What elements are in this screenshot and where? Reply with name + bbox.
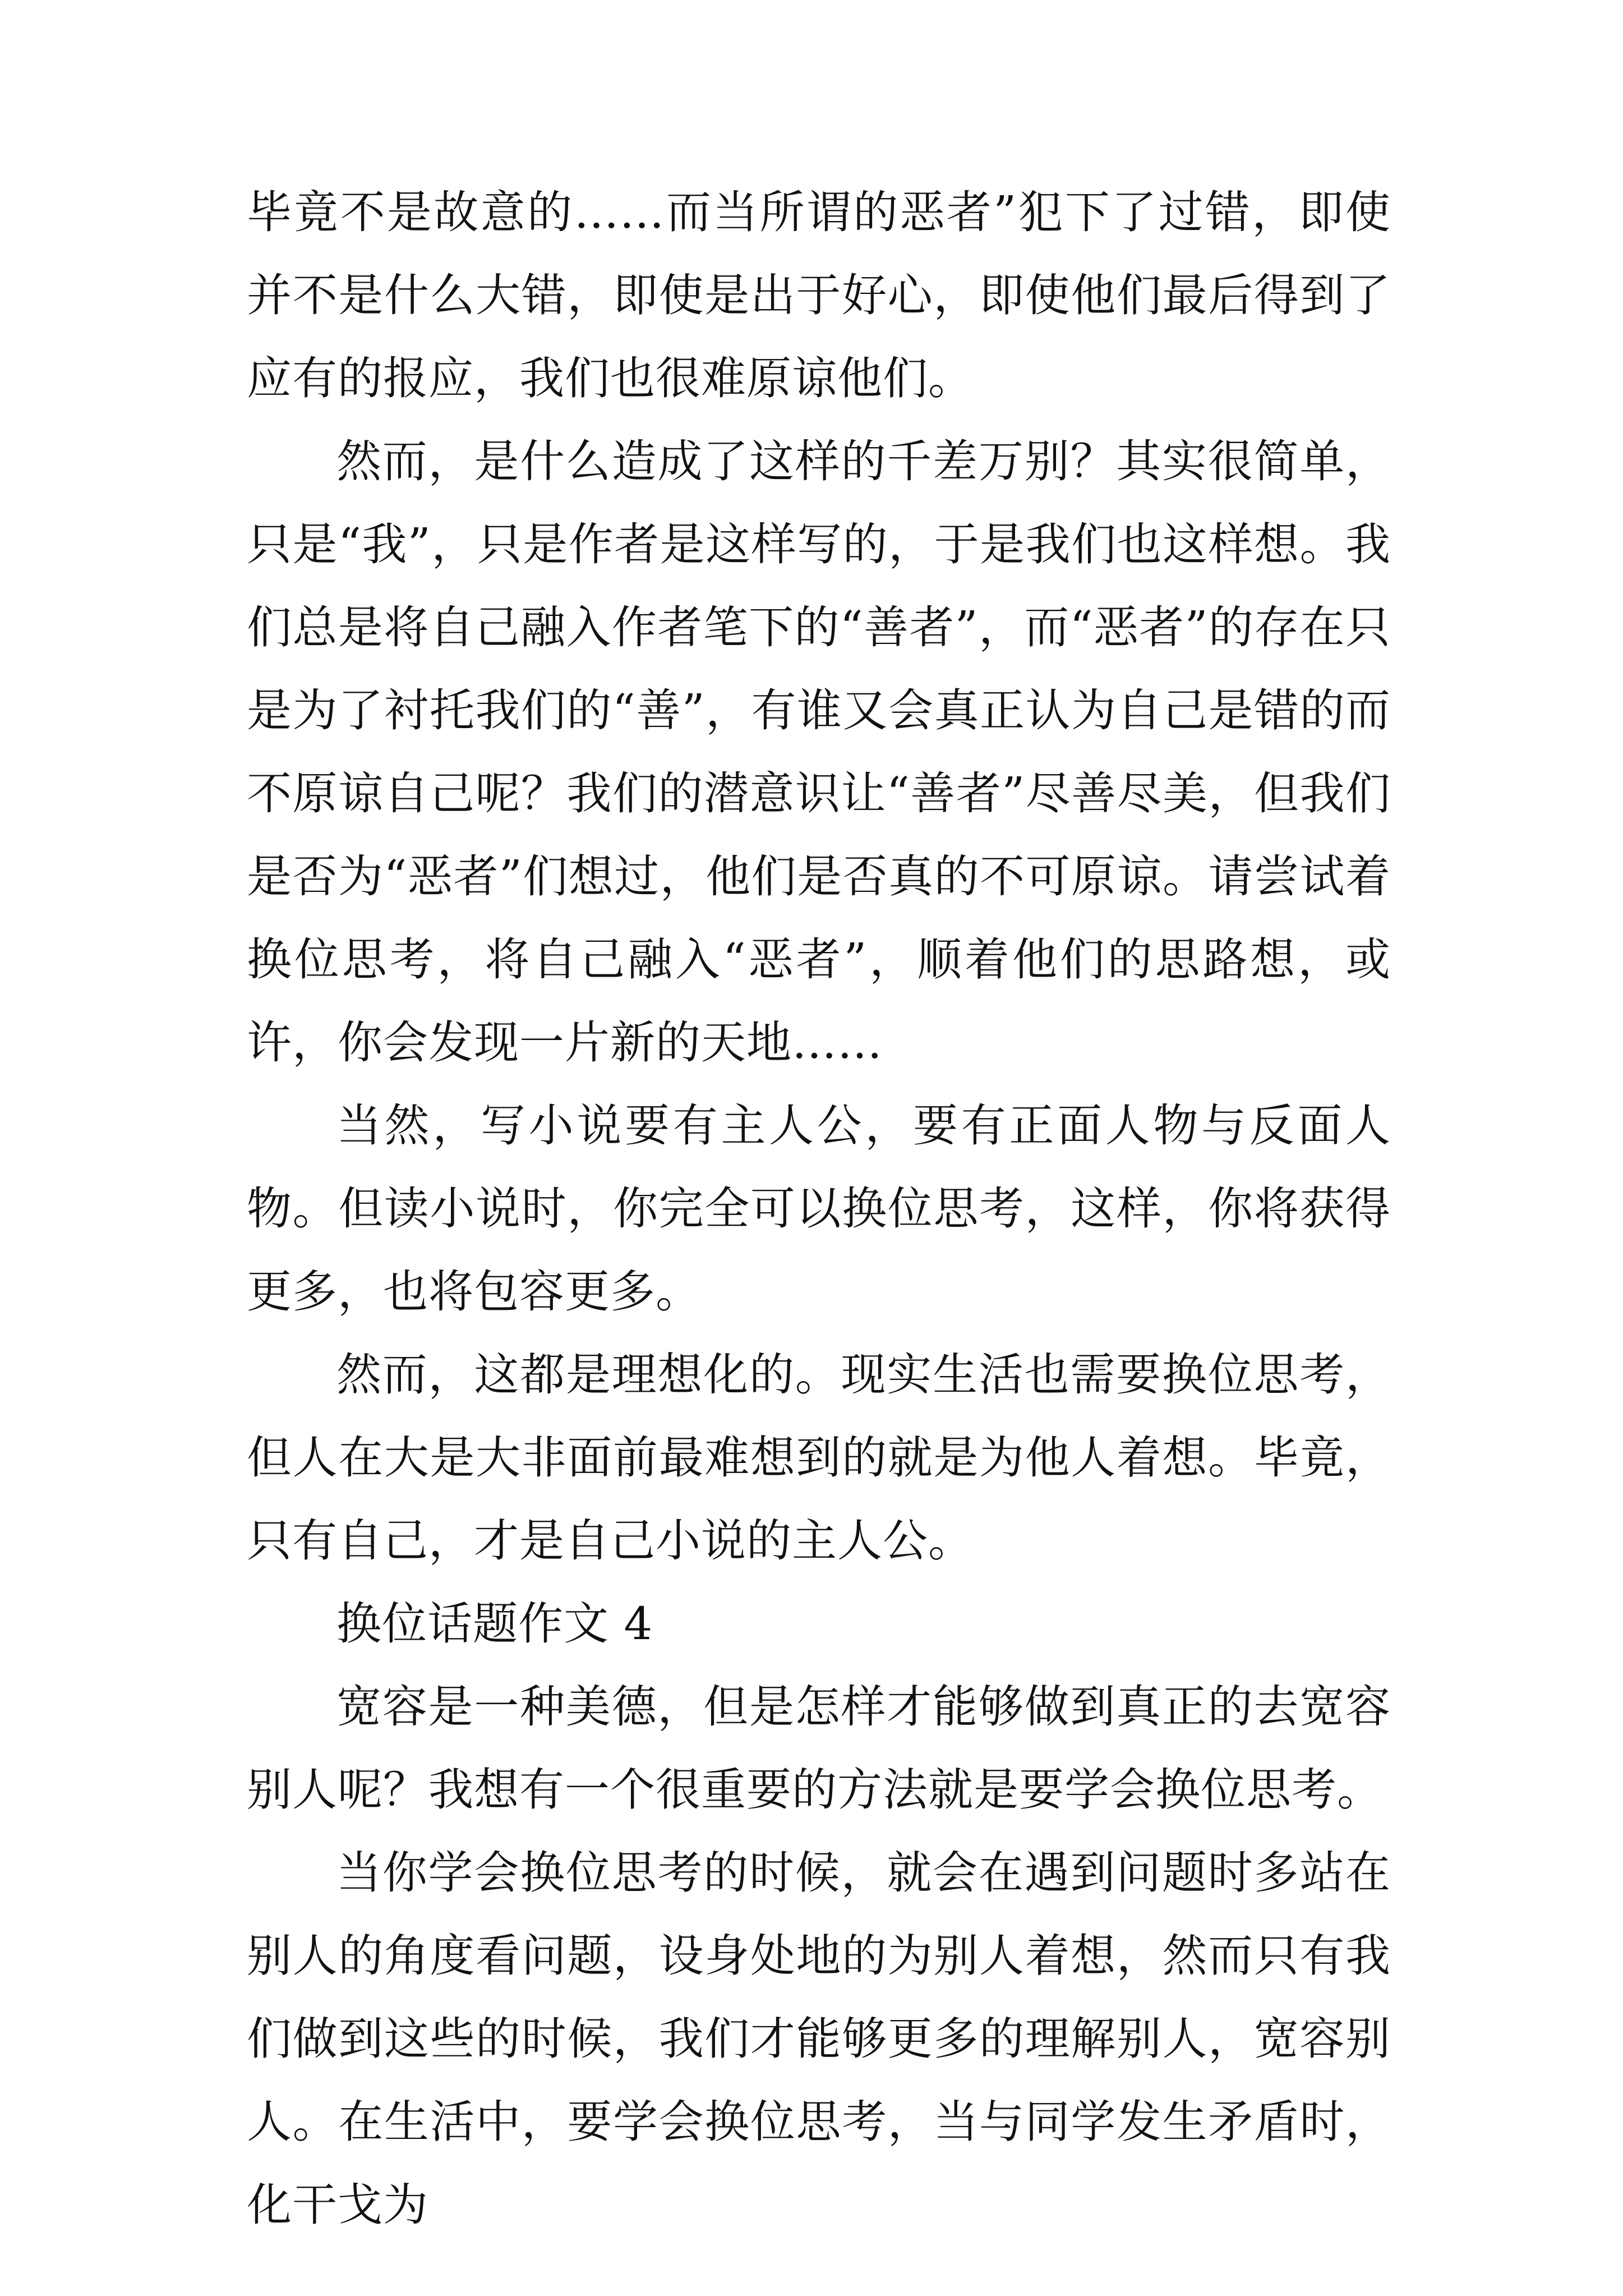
paragraph-3: 当然，写小说要有主人公，要有正面人物与反面人物。但读小说时，你完全可以换位思考，这样，你将获得更多，也将包容更多。: [247, 1099, 1391, 1318]
paragraph-1: 毕竟不是故意的……而当所谓的恶者”犯下了过错，即使并不是什么大错，即使是出于好心，即使他们最后得到了应有的报应，我们也很难原谅他们。: [247, 186, 1391, 404]
paragraph-2: 然而，是什么造成了这样的千差万别？其实很简单，只是“我”，只是作者是这样写的，于是我们也这样想。我们总是将自己融入作者笔下的“善者”，而“恶者”的存在只是为了衬托我们的“善”，有谁又会真正认为自己是错的而不原谅自己呢？我们的潜意识让“善者”尽善尽美，但我们是否为“恶者”们想过，他们是否真的不可原谅。请尝试着换位思考，将自己融入“恶者”，顺着他们的思路想，或许，你会发现一片新的天地……: [247, 435, 1391, 1069]
document-body: [247, 171, 1391, 2247]
section-heading: 换位话题作文 4: [336, 1598, 653, 1650]
paragraph-4: 然而，这都是理想化的。现实生活也需要换位思考，但人在大是大非面前最难想到的就是为他人着想。毕竟，只有自己，才是自己小说的主人公。: [247, 1349, 1391, 1567]
paragraph-6: 当你学会换位思考的时候，就会在遇到问题时多站在别人的角度看问题，设身处地的为别人着想，然而只有我们做到这些的时候，我们才能够更多的理解别人，宽容别人。在生活中，要学会换位思考，当与同学发生矛盾时，化干戈为: [247, 1847, 1391, 2231]
paragraph-5: 宽容是一种美德，但是怎样才能够做到真正的去宽容别人呢？我想有一个很重要的方法就是要学会换位思考。: [247, 1681, 1391, 1816]
